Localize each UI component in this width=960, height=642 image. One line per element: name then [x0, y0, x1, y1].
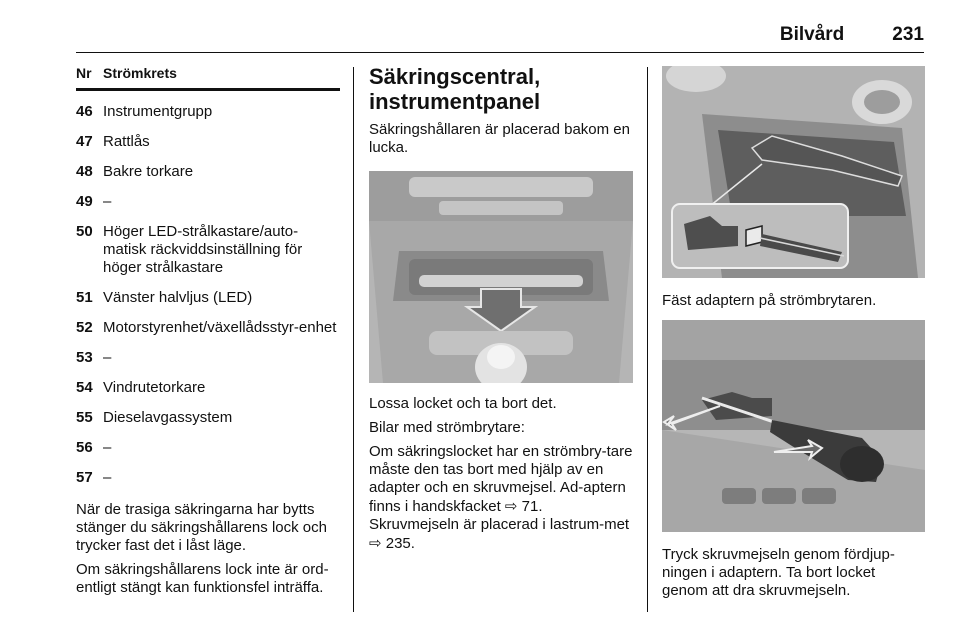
fuse-circuit: Motorstyrenhet/växellådsstyr-enhet — [103, 319, 337, 336]
fuse-table-row — [76, 133, 340, 151]
fuse-number: 55 — [76, 409, 93, 426]
header-circuit: Strömkrets — [103, 65, 177, 81]
text-cars-with-switch: Bilar med strömbrytare: — [369, 419, 525, 436]
page-ref-icon: ⇨ — [504, 497, 518, 515]
fuse-number: 56 — [76, 439, 93, 456]
instructions-part-b: . Skruvmejseln är placerad i lastrum-met — [369, 498, 630, 533]
fuse-circuit: Bakre torkare — [103, 163, 194, 180]
fuse-table-row — [76, 103, 340, 121]
column-middle — [369, 64, 633, 553]
caption-remove-cover: Lossa locket och ta bort det. — [369, 395, 557, 412]
fuse-table-row — [76, 439, 340, 457]
fuse-table-row — [76, 469, 340, 487]
instructions-part-c: . — [410, 535, 415, 552]
fuse-circuit: Höger LED-strålkastare/auto-matisk räckviddsinställning för höger strålkastare — [103, 223, 303, 276]
screwdriver-illustration — [662, 320, 925, 532]
fuse-circuit: Vindrutetorkare — [103, 379, 206, 396]
fuse-circuit: – — [103, 193, 112, 210]
fuse-number: 50 — [76, 223, 93, 240]
section-heading: Säkringscentral, instrumentpanel — [369, 64, 541, 114]
fuse-table-row — [76, 163, 340, 181]
paragraph-replace-fuses: När de trasiga säkringarna har bytts stänger du säkringshållarens lock och trycker fast det i låst läge. — [76, 501, 327, 554]
fuse-table-header — [76, 64, 340, 91]
column-divider-2 — [647, 67, 648, 612]
fuse-number: 53 — [76, 349, 93, 366]
chapter-title: Bilvård — [779, 24, 845, 45]
caption-push-screwdriver: Tryck skruvmejseln genom fördjup-ningen i adaptern. Ta bort locket genom att dra skruvmejseln. — [662, 546, 895, 599]
fuse-number: 57 — [76, 469, 93, 486]
fuse-table-row — [76, 349, 340, 367]
fuse-circuit: – — [103, 439, 112, 456]
fuse-table-row — [76, 289, 340, 307]
fuse-table-row — [76, 379, 340, 397]
column-right — [662, 64, 925, 600]
fuse-table-row — [76, 193, 340, 211]
fuse-circuit: Dieselavgassystem — [103, 409, 233, 426]
fuse-number: 48 — [76, 163, 93, 180]
text-switch-instructions — [369, 443, 633, 553]
fuse-circuit: Instrumentgrupp — [103, 103, 213, 120]
fuse-number: 49 — [76, 193, 93, 210]
fuse-circuit: Vänster halvljus (LED) — [103, 289, 253, 306]
page-number: 231 — [892, 24, 924, 45]
fuse-circuit: – — [103, 469, 112, 486]
column-left — [76, 64, 340, 597]
fuse-number: 52 — [76, 319, 93, 336]
page-header — [780, 24, 924, 46]
fuse-circuit: Rattlås — [103, 133, 150, 150]
fuse-table-row — [76, 319, 340, 337]
header-rule — [76, 52, 924, 53]
fuse-table-row — [76, 409, 340, 427]
fuse-number: 54 — [76, 379, 93, 396]
fuse-number: 47 — [76, 133, 93, 150]
fuse-circuit: – — [103, 349, 112, 366]
header-nr: Nr — [76, 65, 92, 81]
fuse-number: 46 — [76, 103, 93, 120]
fuse-table-row — [76, 223, 340, 277]
fuse-number: 51 — [76, 289, 93, 306]
page-ref-loadspace[interactable]: 235 — [385, 535, 411, 552]
instructions-part-a: Om säkringslocket har en strömbry-tare måste den tas bort med hjälp av en adapter och en skruvmejsel. Ad-aptern finns i handskfacket — [369, 443, 633, 515]
adapter-attach-illustration — [662, 66, 925, 278]
page-ref-icon: ⇨ — [369, 534, 382, 552]
fuse-table-body — [76, 103, 340, 487]
cover-removal-illustration — [369, 171, 633, 383]
paragraph-malfunction: Om säkringshållarens lock inte är ord-entligt stängt kan funktionsfel inträffa. — [76, 561, 329, 596]
column-divider-1 — [353, 67, 354, 612]
caption-attach-adapter: Fäst adaptern på strömbrytaren. — [662, 292, 877, 309]
intro-text: Säkringshållaren är placerad bakom en lucka. — [369, 121, 630, 156]
page-ref-glovebox[interactable]: 71 — [521, 498, 539, 515]
